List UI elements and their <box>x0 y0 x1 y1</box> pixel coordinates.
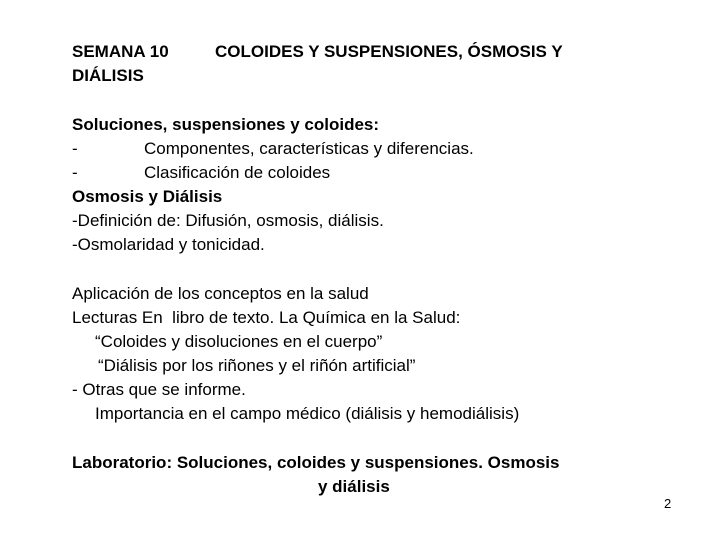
text-line: Lecturas En libro de texto. La Química en la Salud: <box>72 308 461 327</box>
lab-heading-continued: y diálisis <box>318 477 390 496</box>
text-line: Importancia en el campo médico (diálisis y hemodiálisis) <box>95 404 520 423</box>
list-item: -Definición de: Difusión, osmosis, diálisis. <box>72 211 384 230</box>
lab-heading: Laboratorio: Soluciones, coloides y suspensiones. Osmosis <box>72 453 560 472</box>
section-heading-soluciones: Soluciones, suspensiones y coloides: <box>72 115 380 134</box>
page-number: 2 <box>664 496 672 511</box>
bullet-marker: - <box>72 163 78 182</box>
list-item: -Osmolaridad y tonicidad. <box>72 235 265 254</box>
week-label: SEMANA 10 <box>72 42 169 61</box>
page-title-continued: DIÁLISIS <box>72 66 144 85</box>
section-heading-osmosis: Osmosis y Diálisis <box>72 187 223 206</box>
text-line: - Otras que se informe. <box>72 380 246 399</box>
text-line: Aplicación de los conceptos en la salud <box>72 284 369 303</box>
list-item: Componentes, características y diferencias. <box>144 139 474 158</box>
reading-title: “Coloides y disoluciones en el cuerpo” <box>95 332 383 351</box>
list-item: Clasificación de coloides <box>144 163 331 182</box>
bullet-marker: - <box>72 139 78 158</box>
page-title: COLOIDES Y SUSPENSIONES, ÓSMOSIS Y <box>215 42 563 61</box>
reading-title: “Diálisis por los riñones y el riñón artificial” <box>98 356 416 375</box>
